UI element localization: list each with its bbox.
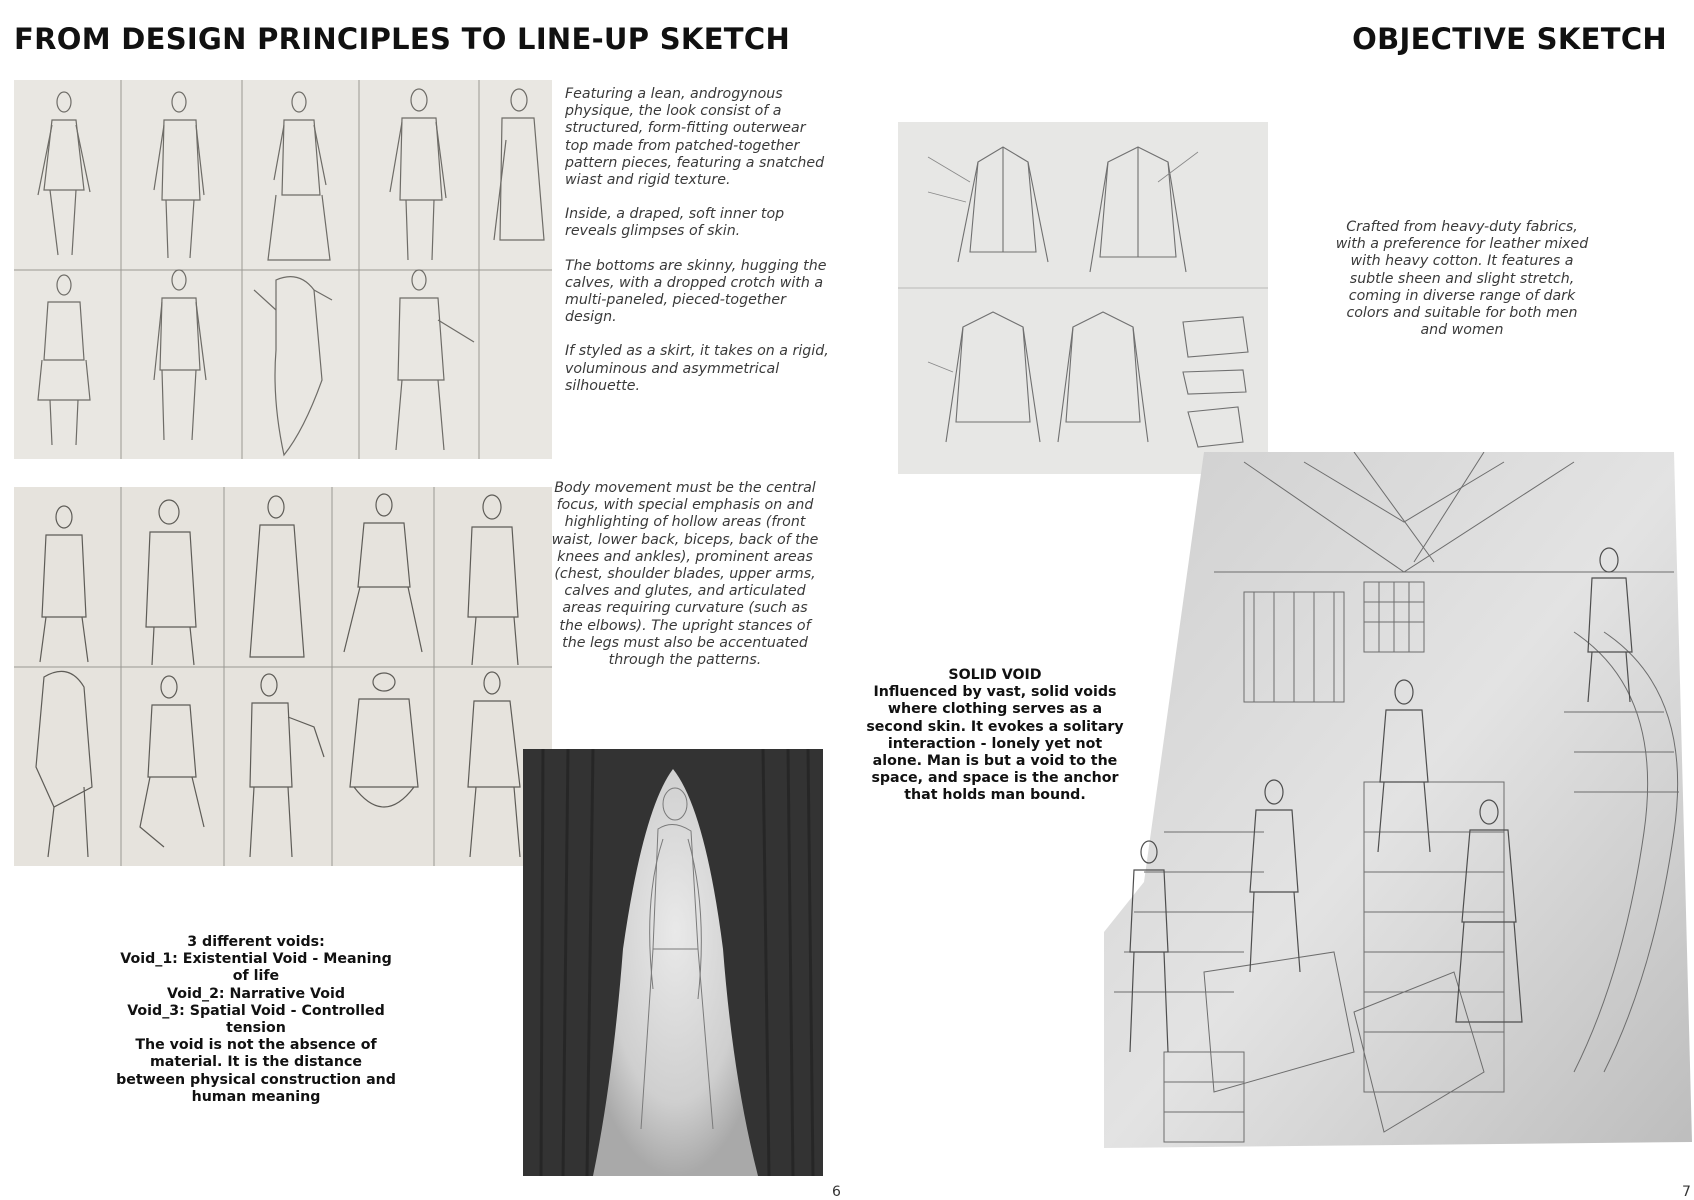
void-3: Void_3: Spatial Void - Controlled tension [127, 1002, 385, 1037]
right-page [847, 0, 1694, 1200]
right-page-title: OBJECTIVE SKETCH [1352, 22, 1667, 56]
fabric-description: Crafted from heavy-duty fabrics, with a preference for leather mixed with heavy cotton. It features a subtle sheen and slight stretch, coming in diverse range of dark colors and suitable for both men and women [1335, 219, 1589, 339]
voids-block [116, 934, 396, 1106]
design-paragraph-4: If styled as a skirt, it takes on a rigid, voluminous and asymmetrical silhouette. [565, 343, 829, 394]
design-paragraph-3: The bottoms are skinny, hugging the calves, with a dropped crotch with a multi-paneled, pieced-together design. [565, 257, 827, 326]
page-number-left: 6 [832, 1184, 841, 1200]
voids-heading: 3 different voids: [187, 934, 325, 950]
lineup-sketch-top [14, 80, 552, 459]
design-description [565, 86, 830, 412]
objective-scene-sketch [1104, 452, 1694, 1148]
lineup-sketch-middle [14, 487, 552, 866]
page-number-right: 7 [1682, 1184, 1691, 1200]
solid-void-title: SOLID VOID [948, 667, 1042, 683]
void-1: Void_1: Existential Void - Meaning of life [120, 951, 392, 985]
design-paragraph-1: Featuring a lean, androgynous physique, the look consist of a structured, form-fitting outerwear top made from patched-together pattern pieces, featuring a snatched wiast and rigid texture. [565, 86, 825, 189]
technical-flat-sketch [898, 122, 1268, 474]
void-statement: The void is not the absence of material. It is the distance between physical construction and human meaning [116, 1037, 396, 1105]
solid-void-block [861, 667, 1129, 805]
void-2: Void_2: Narrative Void [167, 985, 345, 1002]
left-page-title: FROM DESIGN PRINCIPLES TO LINE-UP SKETCH [14, 22, 791, 56]
curtain-figure-sketch [523, 749, 823, 1176]
solid-void-body: Influenced by vast, solid voids where clothing serves as a second skin. It evokes a solitary interaction - lonely yet not alone. Man is but a void to the space, and space is the anchor that holds man bound. [866, 684, 1124, 804]
design-paragraph-2: Inside, a draped, soft inner top reveals glimpses of skin. [565, 206, 785, 240]
body-movement-text: Body movement must be the central focus, with special emphasis on and highlighting of hollow areas (front waist, lower back, biceps, back of the knees and ankles), prominent areas (chest, shoulder blades, upper arms, calves and glutes, and articulated areas requiring curvature (such as the elbows). The upright stances of the legs must also be accentuated through the patterns. [551, 480, 819, 669]
